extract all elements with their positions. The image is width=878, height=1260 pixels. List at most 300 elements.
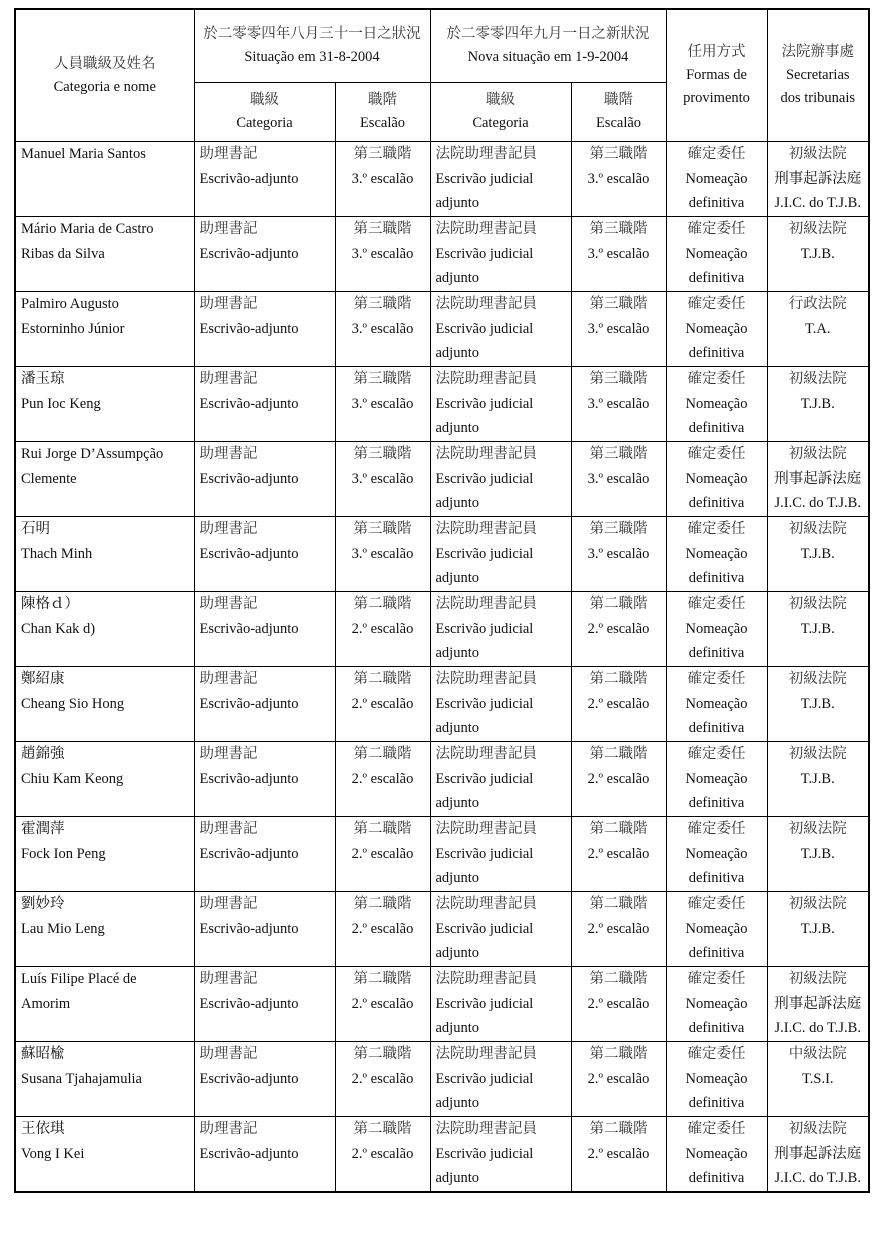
new-category-zh: 法院助理書記員 [435, 1046, 537, 1062]
cell-secretariat [767, 367, 869, 442]
table-row [15, 742, 869, 817]
old-grade-zh: 第三職階 [353, 221, 412, 237]
form-pt1: Nomeação [685, 545, 748, 562]
name-line-1: 劉妙玲 [21, 896, 65, 912]
cell-name [15, 1042, 194, 1117]
new-category-pt1: Escrivão judicial [435, 170, 534, 187]
new-category-pt1: Escrivão judicial [435, 695, 534, 712]
new-grade-zh: 第二職階 [589, 821, 648, 837]
old-grade-zh: 第三職階 [353, 296, 412, 312]
old-category-zh: 助理書記 [199, 821, 258, 837]
table-row [15, 367, 869, 442]
form-zh: 確定委任 [687, 221, 746, 237]
name-line-1: Manuel Maria Santos [21, 146, 146, 162]
secretariat-line-3: J.I.C. do T.J.B. [774, 495, 861, 511]
cell-new-grade [571, 1117, 666, 1193]
old-grade-zh: 第二職階 [353, 746, 412, 762]
form-pt2: definitiva [688, 270, 745, 286]
form-zh: 確定委任 [687, 896, 746, 912]
new-category-zh: 法院助理書記員 [435, 296, 537, 312]
header-category-zh: 職級 [486, 92, 515, 108]
new-grade-pt: 3.º escalão [587, 470, 650, 487]
table-row [15, 1042, 869, 1117]
old-category-zh: 助理書記 [199, 596, 258, 612]
new-grade-zh: 第三職階 [589, 521, 648, 537]
cell-new-grade [571, 892, 666, 967]
old-category-pt: Escrivão-adjunto [199, 395, 299, 412]
old-grade-pt: 2.º escalão [351, 620, 414, 637]
form-zh: 確定委任 [687, 596, 746, 612]
form-pt2: definitiva [688, 195, 745, 211]
secretariat-line-1: 初級法院 [788, 521, 847, 537]
form-pt2: definitiva [688, 1170, 745, 1186]
new-category-pt2: adjunto [435, 1095, 479, 1111]
form-pt1: Nomeação [685, 245, 748, 262]
header-grade-zh: 職階 [604, 92, 633, 108]
old-category-zh: 助理書記 [199, 371, 258, 387]
old-grade-pt: 3.º escalão [351, 545, 414, 562]
cell-secretariat [767, 817, 869, 892]
cell-new-category [430, 817, 571, 892]
cell-old-category [194, 217, 335, 292]
header-new-grade [571, 83, 666, 142]
personnel-table [14, 8, 870, 1193]
old-category-zh: 助理書記 [199, 221, 258, 237]
old-grade-zh: 第三職階 [353, 446, 412, 462]
cell-old-grade [335, 967, 430, 1042]
old-grade-pt: 2.º escalão [351, 770, 414, 787]
cell-new-grade [571, 217, 666, 292]
name-line-1: 潘玉琼 [21, 371, 65, 387]
form-pt1: Nomeação [685, 995, 748, 1012]
name-line-1: Luís Filipe Placé de [21, 971, 137, 987]
cell-new-grade [571, 817, 666, 892]
cell-name [15, 742, 194, 817]
new-category-pt2: adjunto [435, 1020, 479, 1036]
cell-form [666, 217, 767, 292]
new-category-pt2: adjunto [435, 570, 479, 586]
secretariat-line-2: T.J.B. [800, 920, 835, 937]
cell-new-grade [571, 592, 666, 667]
cell-secretariat [767, 592, 869, 667]
table-row [15, 892, 869, 967]
form-pt2: definitiva [688, 570, 745, 586]
secretariat-line-2: 刑事起訴法庭 [774, 170, 862, 187]
cell-old-category [194, 817, 335, 892]
header-form-pt2: provimento [683, 90, 750, 106]
cell-name [15, 217, 194, 292]
secretariat-line-2: T.J.B. [800, 845, 835, 862]
cell-name [15, 967, 194, 1042]
name-line-1: Mário Maria de Castro [21, 221, 154, 237]
new-grade-pt: 2.º escalão [587, 695, 650, 712]
cell-old-grade [335, 817, 430, 892]
cell-new-grade [571, 967, 666, 1042]
cell-new-grade [571, 292, 666, 367]
cell-new-grade [571, 367, 666, 442]
header-new-situation-pt: Nova situação em 1-9-2004 [467, 49, 629, 65]
form-pt1: Nomeação [685, 845, 748, 862]
header-form-zh: 任用方式 [687, 44, 746, 60]
form-pt2: definitiva [688, 720, 745, 736]
old-grade-pt: 2.º escalão [351, 1145, 414, 1162]
form-pt2: definitiva [688, 1020, 745, 1036]
old-category-pt: Escrivão-adjunto [199, 995, 299, 1012]
secretariat-line-1: 初級法院 [788, 221, 847, 237]
new-grade-pt: 2.º escalão [587, 620, 650, 637]
old-grade-zh: 第二職階 [353, 671, 412, 687]
new-category-pt2: adjunto [435, 645, 479, 661]
new-grade-zh: 第二職階 [589, 1121, 648, 1137]
new-grade-pt: 2.º escalão [587, 920, 650, 937]
form-pt1: Nomeação [685, 695, 748, 712]
cell-new-category [430, 442, 571, 517]
new-category-zh: 法院助理書記員 [435, 896, 537, 912]
secretariat-line-1: 初級法院 [788, 596, 847, 612]
old-grade-pt: 3.º escalão [351, 395, 414, 412]
cell-new-category [430, 892, 571, 967]
table-row [15, 592, 869, 667]
cell-form [666, 442, 767, 517]
form-pt1: Nomeação [685, 920, 748, 937]
form-pt1: Nomeação [685, 470, 748, 487]
name-line-2: Pun Ioc Keng [21, 395, 101, 412]
new-category-pt2: adjunto [435, 1170, 479, 1186]
old-grade-zh: 第二職階 [353, 1121, 412, 1137]
form-pt1: Nomeação [685, 770, 748, 787]
cell-name [15, 667, 194, 742]
secretariat-line-2: 刑事起訴法庭 [774, 995, 862, 1012]
old-category-pt: Escrivão-adjunto [199, 245, 299, 262]
new-category-pt2: adjunto [435, 420, 479, 436]
cell-name [15, 892, 194, 967]
cell-new-category [430, 217, 571, 292]
secretariat-line-1: 初級法院 [788, 746, 847, 762]
new-category-pt1: Escrivão judicial [435, 995, 534, 1012]
old-category-pt: Escrivão-adjunto [199, 695, 299, 712]
new-grade-zh: 第二職階 [589, 1046, 648, 1062]
new-grade-pt: 2.º escalão [587, 995, 650, 1012]
header-name-zh: 人員職級及姓名 [54, 55, 156, 72]
new-grade-zh: 第二職階 [589, 596, 648, 612]
cell-old-category [194, 892, 335, 967]
form-zh: 確定委任 [687, 671, 746, 687]
form-pt2: definitiva [688, 1095, 745, 1111]
secretariat-line-2: T.A. [804, 320, 831, 337]
header-grade-zh: 職階 [368, 92, 397, 108]
cell-form [666, 367, 767, 442]
new-category-zh: 法院助理書記員 [435, 221, 537, 237]
old-category-zh: 助理書記 [199, 896, 258, 912]
secretariat-line-1: 初級法院 [788, 821, 847, 837]
cell-old-grade [335, 892, 430, 967]
new-category-zh: 法院助理書記員 [435, 371, 537, 387]
new-category-pt1: Escrivão judicial [435, 245, 534, 262]
cell-new-category [430, 142, 571, 217]
form-zh: 確定委任 [687, 971, 746, 987]
header-category-pt: Categoria [236, 115, 293, 131]
secretariat-line-1: 初級法院 [788, 971, 847, 987]
old-category-pt: Escrivão-adjunto [199, 845, 299, 862]
cell-new-grade [571, 442, 666, 517]
cell-new-category [430, 292, 571, 367]
form-pt2: definitiva [688, 870, 745, 886]
cell-old-category [194, 442, 335, 517]
cell-form [666, 142, 767, 217]
old-grade-pt: 3.º escalão [351, 320, 414, 337]
form-pt2: definitiva [688, 420, 745, 436]
cell-old-category [194, 367, 335, 442]
cell-old-category [194, 742, 335, 817]
header-name [15, 9, 194, 142]
cell-new-category [430, 967, 571, 1042]
table-row [15, 442, 869, 517]
secretariat-line-3: J.I.C. do T.J.B. [774, 1020, 861, 1036]
secretariat-line-2: 刑事起訴法庭 [774, 1145, 862, 1162]
new-category-zh: 法院助理書記員 [435, 821, 537, 837]
new-grade-zh: 第三職階 [589, 146, 648, 162]
new-category-zh: 法院助理書記員 [435, 671, 537, 687]
cell-secretariat [767, 1042, 869, 1117]
cell-old-grade [335, 442, 430, 517]
cell-form [666, 292, 767, 367]
new-grade-zh: 第二職階 [589, 671, 648, 687]
header-form [666, 9, 767, 142]
form-pt2: definitiva [688, 795, 745, 811]
name-line-1: 王依琪 [21, 1121, 65, 1137]
cell-old-category [194, 517, 335, 592]
name-line-1: 霍潤萍 [21, 821, 65, 837]
cell-new-category [430, 742, 571, 817]
table-header [15, 9, 869, 142]
cell-new-category [430, 667, 571, 742]
form-zh: 確定委任 [687, 296, 746, 312]
new-category-pt1: Escrivão judicial [435, 620, 534, 637]
old-category-pt: Escrivão-adjunto [199, 620, 299, 637]
new-category-pt1: Escrivão judicial [435, 470, 534, 487]
cell-name [15, 517, 194, 592]
new-grade-zh: 第二職階 [589, 896, 648, 912]
name-line-2: Thach Minh [21, 545, 93, 562]
cell-old-grade [335, 292, 430, 367]
new-grade-pt: 3.º escalão [587, 395, 650, 412]
old-category-zh: 助理書記 [199, 146, 258, 162]
secretariat-line-1: 初級法院 [788, 371, 847, 387]
secretariat-line-2: T.J.B. [800, 620, 835, 637]
old-category-pt: Escrivão-adjunto [199, 320, 299, 337]
name-line-1: 趙錦強 [21, 746, 65, 762]
header-category-pt: Categoria [472, 115, 529, 131]
new-category-pt1: Escrivão judicial [435, 545, 534, 562]
cell-form [666, 742, 767, 817]
form-zh: 確定委任 [687, 371, 746, 387]
new-category-zh: 法院助理書記員 [435, 1121, 537, 1137]
name-line-2: Ribas da Silva [21, 245, 105, 262]
new-category-zh: 法院助理書記員 [435, 746, 537, 762]
header-grade-pt: Escalão [359, 115, 406, 131]
cell-form [666, 592, 767, 667]
new-category-zh: 法院助理書記員 [435, 596, 537, 612]
new-category-pt2: adjunto [435, 720, 479, 736]
old-grade-zh: 第二職階 [353, 971, 412, 987]
cell-old-category [194, 967, 335, 1042]
cell-old-grade [335, 142, 430, 217]
header-old-situation-zh: 於二零零四年八月三十一日之狀況 [203, 26, 421, 42]
new-grade-zh: 第三職階 [589, 221, 648, 237]
name-line-2: Fock Ion Peng [21, 845, 106, 862]
cell-name [15, 442, 194, 517]
cell-form [666, 967, 767, 1042]
header-old-category [194, 83, 335, 142]
cell-secretariat [767, 142, 869, 217]
new-grade-pt: 3.º escalão [587, 320, 650, 337]
old-grade-zh: 第三職階 [353, 146, 412, 162]
new-category-pt1: Escrivão judicial [435, 1145, 534, 1162]
name-line-2: Chan Kak d) [21, 620, 96, 637]
form-pt2: definitiva [688, 345, 745, 361]
table-row [15, 967, 869, 1042]
new-category-pt2: adjunto [435, 195, 479, 211]
old-category-pt: Escrivão-adjunto [199, 1070, 299, 1087]
form-pt2: definitiva [688, 645, 745, 661]
cell-new-grade [571, 667, 666, 742]
form-zh: 確定委任 [687, 746, 746, 762]
cell-name [15, 367, 194, 442]
cell-old-grade [335, 667, 430, 742]
old-category-pt: Escrivão-adjunto [199, 170, 299, 187]
secretariat-line-2: T.J.B. [800, 695, 835, 712]
old-category-zh: 助理書記 [199, 971, 258, 987]
name-line-1: Palmiro Augusto [21, 296, 119, 312]
old-category-pt: Escrivão-adjunto [199, 470, 299, 487]
form-pt1: Nomeação [685, 1070, 748, 1087]
form-pt1: Nomeação [685, 320, 748, 337]
secretariat-line-3: J.I.C. do T.J.B. [774, 1170, 861, 1186]
secretariat-line-1: 初級法院 [788, 671, 847, 687]
header-category-zh: 職級 [250, 92, 279, 108]
cell-old-grade [335, 217, 430, 292]
old-grade-pt: 2.º escalão [351, 920, 414, 937]
header-old-situation [194, 9, 430, 83]
old-category-pt: Escrivão-adjunto [199, 920, 299, 937]
table-row [15, 817, 869, 892]
name-line-1: Rui Jorge D’Assumpção [21, 446, 164, 462]
name-line-1: 石明 [21, 521, 50, 537]
header-new-situation [430, 9, 666, 83]
cell-new-grade [571, 742, 666, 817]
name-line-2: Chiu Kam Keong [21, 770, 124, 787]
header-new-situation-zh: 於二零零四年九月一日之新狀況 [446, 26, 650, 42]
cell-old-category [194, 592, 335, 667]
old-category-zh: 助理書記 [199, 521, 258, 537]
old-category-pt: Escrivão-adjunto [199, 770, 299, 787]
new-category-pt2: adjunto [435, 945, 479, 961]
table-row [15, 217, 869, 292]
cell-new-grade [571, 517, 666, 592]
new-category-zh: 法院助理書記員 [435, 521, 537, 537]
old-grade-zh: 第二職階 [353, 896, 412, 912]
form-zh: 確定委任 [687, 1046, 746, 1062]
cell-old-grade [335, 1042, 430, 1117]
new-category-zh: 法院助理書記員 [435, 146, 537, 162]
cell-secretariat [767, 292, 869, 367]
header-secretariat-zh: 法院辦事處 [781, 44, 854, 60]
table-body [15, 142, 869, 1193]
new-category-pt1: Escrivão judicial [435, 1070, 534, 1087]
new-grade-pt: 2.º escalão [587, 770, 650, 787]
cell-old-grade [335, 1117, 430, 1193]
cell-name [15, 817, 194, 892]
name-line-2: Amorim [21, 995, 71, 1012]
table-row [15, 1117, 869, 1193]
cell-old-grade [335, 517, 430, 592]
cell-secretariat [767, 967, 869, 1042]
cell-old-grade [335, 742, 430, 817]
old-grade-zh: 第二職階 [353, 1046, 412, 1062]
secretariat-line-1: 初級法院 [788, 146, 847, 162]
cell-new-grade [571, 142, 666, 217]
new-category-zh: 法院助理書記員 [435, 446, 537, 462]
name-line-1: 鄭紹康 [21, 671, 65, 687]
new-grade-pt: 2.º escalão [587, 1145, 650, 1162]
cell-old-category [194, 142, 335, 217]
old-grade-zh: 第二職階 [353, 596, 412, 612]
new-category-pt2: adjunto [435, 870, 479, 886]
header-secretariat-pt2: dos tribunais [780, 90, 855, 106]
old-category-zh: 助理書記 [199, 671, 258, 687]
cell-old-category [194, 1042, 335, 1117]
name-line-2: Lau Mio Leng [21, 920, 105, 937]
form-pt1: Nomeação [685, 395, 748, 412]
cell-old-category [194, 667, 335, 742]
table-row [15, 292, 869, 367]
cell-old-category [194, 1117, 335, 1193]
table-row [15, 667, 869, 742]
cell-form [666, 1117, 767, 1193]
name-line-2: Clemente [21, 470, 77, 487]
new-grade-pt: 3.º escalão [587, 545, 650, 562]
old-category-pt: Escrivão-adjunto [199, 1145, 299, 1162]
cell-form [666, 1042, 767, 1117]
old-grade-pt: 3.º escalão [351, 470, 414, 487]
name-line-2: Vong I Kei [21, 1145, 85, 1162]
cell-secretariat [767, 742, 869, 817]
name-line-2: Estorninho Júnior [21, 320, 125, 337]
new-category-pt1: Escrivão judicial [435, 920, 534, 937]
old-grade-pt: 3.º escalão [351, 245, 414, 262]
old-grade-zh: 第二職階 [353, 821, 412, 837]
new-category-pt2: adjunto [435, 345, 479, 361]
old-category-zh: 助理書記 [199, 296, 258, 312]
new-grade-zh: 第二職階 [589, 746, 648, 762]
cell-new-category [430, 517, 571, 592]
header-grade-pt: Escalão [595, 115, 642, 131]
form-pt2: definitiva [688, 945, 745, 961]
cell-new-grade [571, 1042, 666, 1117]
header-new-category [430, 83, 571, 142]
secretariat-line-2: T.S.I. [801, 1070, 834, 1087]
name-line-1: 蘇昭楡 [21, 1046, 65, 1062]
cell-secretariat [767, 442, 869, 517]
form-pt2: definitiva [688, 495, 745, 511]
new-grade-zh: 第二職階 [589, 971, 648, 987]
cell-old-category [194, 292, 335, 367]
new-grade-zh: 第三職階 [589, 296, 648, 312]
cell-old-grade [335, 592, 430, 667]
new-category-pt2: adjunto [435, 495, 479, 511]
secretariat-line-1: 初級法院 [788, 1121, 847, 1137]
old-grade-pt: 2.º escalão [351, 695, 414, 712]
